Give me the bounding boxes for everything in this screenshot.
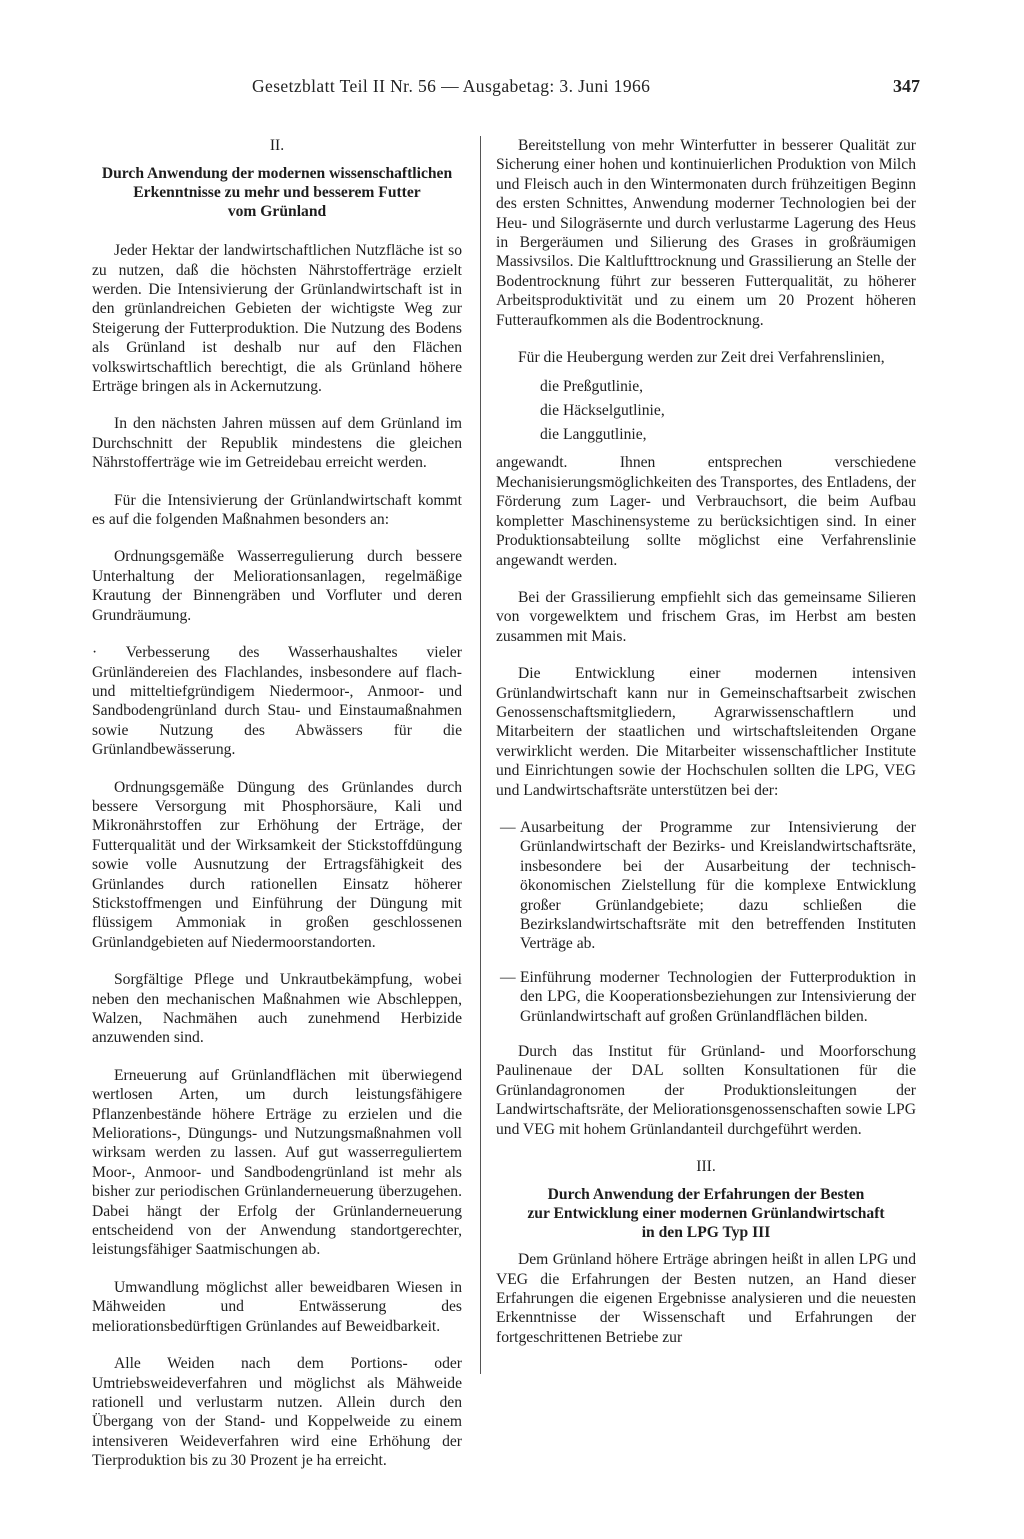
measure-paragraph: Alle Weiden nach dem Portions- oder Umtriebsweideverfahren und möglichst als Mähweide rationell und verlustarm nutzen. Allein durch den Übergang von der Stand- und Koppelweide zu einem intensiveren Weideverfahren wird eine Erhöhung der Tierproduktion bis zu 30 Prozent je ha erreicht.	[92, 1355, 462, 1470]
measure-paragraph: Erneuerung auf Grünlandflächen mit überwiegend wertlosen Arten, um durch leistungsfähigere Pflanzenbestände höhere Erträge zu erzielen und die Meliorations-, Düngungs- und Nutzungsmaßnahmen voll wirksam werden zu lassen. Auf gut wasserreguliertem Moor-, Anmoor- und Sandbodengrünland ist mehr als bisher zur periodischen Grünlanderneuerung überzugehen. Dabei hängt der Erfolg der Grünlanderneuerung entscheidend von der Anwendung standortgerechter, leistungsfähiger Saatmischungen ab.	[92, 1066, 462, 1259]
list-item-text: Ausarbeitung der Programme zur Intensivierung der Grünlandwirtschaft der Bezirks- und Kreislandwirtschaftsräte, insbesondere bei der Ausarbeitung der technisch-ökonomischen Zielstellung für die komplexe Entwicklung großer Grünlandgebiete; dazu schließen die Bezirkslandwirtschaftsräte mit den betreffenden Instituten Verträge ab.	[520, 818, 916, 953]
paragraph: Für die Intensivierung der Grünlandwirtschaft kommt es auf die folgenden Maßnahmen besonders an:	[92, 491, 462, 529]
dash-marker: —	[500, 818, 516, 836]
list-item	[496, 968, 916, 1026]
paragraph: Durch das Institut für Grünland- und Moorforschung Paulinenaue der DAL sollten Konsultationen für die Grünlandagronomen der Produktionsleitungen der Landwirtschaftsräte, der Meliorationsgenossenschaften sowie LPG und VEG mit hohem Grünlandanteil durchgeführt werden.	[496, 1043, 916, 1138]
header-title: Gesetzblatt Teil II Nr. 56 — Ausgabetag: 3. Juni 1966	[252, 76, 651, 96]
paragraph: In den nächsten Jahren müssen auf dem Grünland im Durchschnitt der Republik mindestens die gleichen Nährstofferträge wie im Getreidebau erreicht werden.	[92, 415, 462, 472]
paragraph: Bereitstellung von mehr Winterfutter in besserer Qualität zur Sicherung einer hohen und kontinuierlichen Produktion von Milch und Fleisch auch in den Wintermonaten durch frühzeitigen Beginn des ersten Schnittes, Anwendung moderner Technologien bei der Heu- und Silogräsernte und durch verlustarme Lagerung des Heus in Bergeräumen und Silierung des Grases in großräumigen Massivsilos. Die Kaltlufttrocknung und Grassilierung an Stelle der Bodentrocknung führt zur besseren Futterqualität, zu höherer Arbeitsproduktivität und zu einem um 20 Prozent höheren Futteraufkommen als die Bodentrocknung.	[496, 137, 916, 329]
dash-marker: —	[500, 968, 516, 986]
list-item-text: Einführung moderner Technologien der Futterproduktion in den LPG, die Kooperationsbeziehungen zur Intensivierung der Grünlandwirtschaft auf großen Grünlandflächen bilden.	[520, 968, 916, 1025]
paragraph: Die Entwicklung einer modernen intensiven Grünlandwirtschaft kann nur in Gemeinschaftsarbeit zwischen Genossenschaftsmitgliedern, Agrarwissenschaftlern und Mitarbeitern der staatlichen und wirtschaftsleitenden Organe verwirklicht werden. Die Mitarbeiter wissenschaftlicher Institute und Einrichtungen sowie der Hochschulen sollten die LPG, VEG und Landwirtschaftsräte unterstützen bei der:	[496, 665, 916, 799]
column-divider	[480, 136, 481, 1374]
heading-line: Durch Anwendung der modernen wissenschaftlichen	[101, 165, 453, 183]
measure-paragraph: · Verbesserung des Wasserhaushaltes vieler Grünländereien des Flachlandes, insbesondere auf flach- und mitteltiefgründigem Niedermoor-, Anmoor- und Sandbodengrünland durch Stau- und Einstaumaßnahmen sowie Nutzung des Abwässers für die Grünlandbewässerung.	[92, 644, 462, 759]
section-number-ii: II.	[269, 137, 285, 154]
paragraph: Für die Heubergung werden zur Zeit drei Verfahrenslinien,	[518, 349, 885, 367]
heading-line: in den LPG Typ III	[641, 1223, 771, 1241]
heading-line: zur Entwicklung einer modernen Grünlandwirtschaft	[527, 1205, 885, 1223]
list-item: die Häckselgutlinie,	[540, 402, 665, 420]
heading-line: Erkenntnisse zu mehr und besserem Futter	[133, 184, 421, 201]
heading-line: Durch Anwendung der Erfahrungen der Besten	[547, 1186, 865, 1204]
page-number: 347	[893, 76, 920, 96]
paragraph: angewandt. Ihnen entsprechen verschiedene Mechanisierungsmöglichkeiten des Transportes, des Entladens, der Förderung zum Lager- und Verbrauchsort, die beim Aufbau kompletter Maschinensysteme zu berücksichtigen sind. In einer Produktionsabteilung sollte möglichst eine Verfahrenslinie angewandt werden.	[496, 454, 916, 569]
verfahrenslinien-list	[540, 375, 916, 447]
section-heading-ii	[92, 165, 462, 221]
measure-paragraph: Ordnungsgemäße Düngung des Grünlandes durch bessere Versorgung mit Phosphorsäure, Kali und Mikronährstoffen zur Erhöhung der Erträge, der Futterqualität und der Wirksamkeit der Stickstoffdüngung sowie volle Ausnutzung der Ertragsfähigkeit des Grünlandes durch rationellen Einsatz höherer Stickstoffmengen und Einführung der Düngung mit flüssigem Ammoniak in großen geschlossenen Grünlandgebieten auf Niedermoorstandorten.	[92, 778, 462, 951]
measure-paragraph: Umwandlung möglichst aller beweidbaren Wiesen in Mähweiden und Entwässerung des meliorationsbedürftigen Grünlandes auf Beweidbarkeit.	[92, 1278, 462, 1335]
section-heading-iii	[496, 1186, 916, 1242]
heading-line: vom Grünland	[227, 202, 327, 220]
paragraph: Bei der Grassilierung empfiehlt sich das gemeinsame Silieren von vorgewelktem und frischem Gras, im Herbst am besten zusammen mit Mais.	[496, 588, 916, 645]
left-column	[92, 136, 462, 1471]
right-column	[496, 136, 916, 1347]
section-number-iii: III.	[696, 1158, 716, 1176]
measure-paragraph: Ordnungsgemäße Wasserregulierung durch bessere Unterhaltung der Meliorationsanlagen, regelmäßige Krautung der Binnengräben und Vorfluter und deren Grundräumung.	[92, 548, 462, 624]
paragraph: Dem Grünland höhere Erträge abringen heißt in allen LPG und VEG die Erfahrungen der Besten nutzen, an Hand dieser Erfahrungen die eigenen Ergebnisse analysieren und die neuesten Erkenntnisse der Wissenschaft und Erfahrungen der fortgeschrittenen Betriebe zur	[496, 1251, 916, 1346]
list-item: die Preßgutlinie,	[540, 378, 644, 396]
measure-paragraph: Sorgfältige Pflege und Unkrautbekämpfung, wobei neben den mechanischen Maßnahmen wie Abschleppen, Walzen, Nachmähen auch zunehmend Herbizide anzuwenden sind.	[92, 971, 462, 1047]
list-item: die Langgutlinie,	[540, 426, 647, 444]
running-header	[0, 76, 1024, 100]
dash-list	[496, 818, 916, 1026]
paragraph: Jeder Hektar der landwirtschaftlichen Nutzfläche ist so zu nutzen, daß die höchsten Nährstofferträge erzielt werden. Die Intensivierung der Grünlandwirtschaft ist in den grünlandreichen Gebieten der wichtigste Weg zur Steigerung der Futterproduktion. Die Nutzung des Bodens als Grünland ist deshalb nur auf den Flächen volkswirtschaftlich berechtigt, die als Grünland höhere Erträge bringen als in Ackernutzung.	[92, 242, 462, 396]
list-item	[496, 818, 916, 954]
